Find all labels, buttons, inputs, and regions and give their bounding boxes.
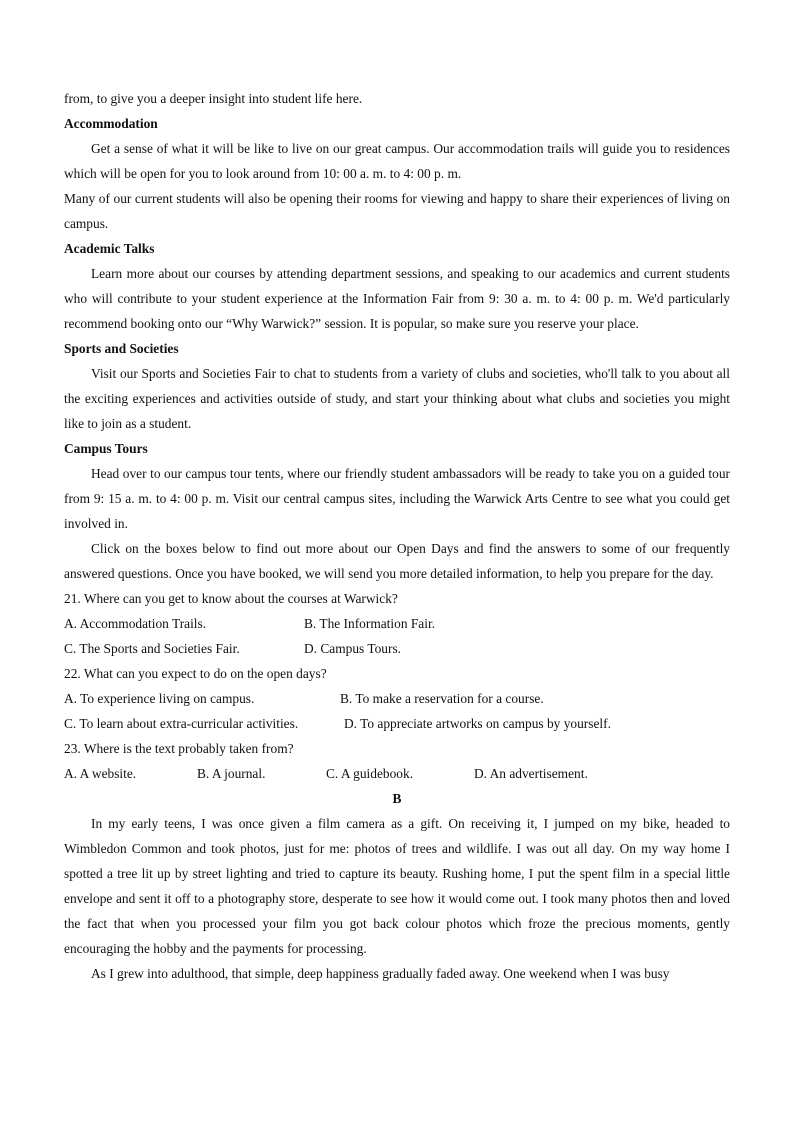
campus-tours-paragraph-2: Click on the boxes below to find out more about our Open Days and find the answers to some of our frequently answered questions. Once you have booked, we will send you more detailed information, to help you prepare for the day.: [64, 541, 730, 581]
question-22-stem: 22. What can you expect to do on the open days?: [64, 666, 327, 681]
question-22-option-c[interactable]: C. To learn about extra-curricular activities.: [64, 716, 299, 731]
question-23-option-a[interactable]: A. A website.: [64, 766, 137, 781]
question-21-options-row-1: [64, 611, 730, 636]
accommodation-paragraph-2: Many of our current students will also be opening their rooms for viewing and happy to share their experiences of living on campus.: [64, 191, 730, 231]
passage-b-paragraph-1: In my early teens, I was once given a film camera as a gift. On receiving it, I jumped on my bike, headed to Wimbledon Common and took photos, just for me: photos of trees and wildlife. I was out all day. On my way home I spotted a tree lit up by street lighting and tried to capture its beauty. Rushing home, I put the spent film in a special little envelope and sent it off to a photography store, desperate to see how it would come out. I took many photos then and loved the fact that when you processed your film you got back colour photos which froze the precious moments, gently encouraging the hobby and the payments for processing.: [64, 816, 730, 956]
question-23-stem: 23. Where is the text probably taken from?: [64, 741, 294, 756]
section-heading-sports-societies: Sports and Societies: [64, 341, 179, 356]
question-21-option-c[interactable]: C. The Sports and Societies Fair.: [64, 641, 240, 656]
question-22-options-row-2: [64, 711, 730, 736]
document-page: [64, 86, 730, 986]
question-23-options-row: [64, 761, 730, 786]
question-22-option-b[interactable]: B. To make a reservation for a course.: [340, 691, 544, 706]
accommodation-paragraph-1: Get a sense of what it will be like to live on our great campus. Our accommodation trails will guide you to residences which will be open for you to look around from 10: 00 a. m. to 4: 00 p. m.: [64, 141, 730, 181]
section-heading-campus-tours: Campus Tours: [64, 441, 148, 456]
question-22-options-row-1: [64, 686, 730, 711]
question-21-options-row-2: [64, 636, 730, 661]
question-21-option-b[interactable]: B. The Information Fair.: [304, 616, 436, 631]
question-21-stem: 21. Where can you get to know about the courses at Warwick?: [64, 591, 398, 606]
question-23-option-c[interactable]: C. A guidebook.: [326, 766, 414, 781]
question-22-option-d[interactable]: D. To appreciate artworks on campus by yourself.: [344, 716, 611, 731]
sports-societies-paragraph: Visit our Sports and Societies Fair to chat to students from a variety of clubs and societies, who'll talk to you about all the exciting experiences and activities outside of study, and start your thinking about what clubs and societies you might like to join as a student.: [64, 366, 730, 431]
intro-tail: from, to give you a deeper insight into student life here.: [64, 91, 363, 106]
section-heading-academic-talks: Academic Talks: [64, 241, 155, 256]
question-21-option-d[interactable]: D. Campus Tours.: [304, 641, 402, 656]
academic-talks-paragraph: Learn more about our courses by attending department sessions, and speaking to our academics and current students who will contribute to your student experience at the Information Fair from 9: 30 a. m. to 4: 00 p. m. We'd particularly recommend booking onto our “Why Warwick?” session. It is popular, so make sure you reserve your place.: [64, 266, 730, 331]
campus-tours-paragraph-1: Head over to our campus tour tents, where our friendly student ambassadors will be ready to take you on a guided tour from 9: 15 a. m. to 4: 00 p. m. Visit our central campus sites, including the Warwick Arts Centre to see what you could get involved in.: [64, 466, 730, 531]
passage-b-paragraph-2: As I grew into adulthood, that simple, deep happiness gradually faded away. One weekend when I was busy: [91, 966, 670, 981]
question-23-option-b[interactable]: B. A journal.: [197, 766, 266, 781]
question-22-option-a[interactable]: A. To experience living on campus.: [64, 691, 255, 706]
question-21-option-a[interactable]: A. Accommodation Trails.: [64, 616, 207, 631]
section-heading-accommodation: Accommodation: [64, 116, 158, 131]
question-23-option-d[interactable]: D. An advertisement.: [474, 766, 588, 781]
passage-b-heading: B: [392, 791, 402, 806]
